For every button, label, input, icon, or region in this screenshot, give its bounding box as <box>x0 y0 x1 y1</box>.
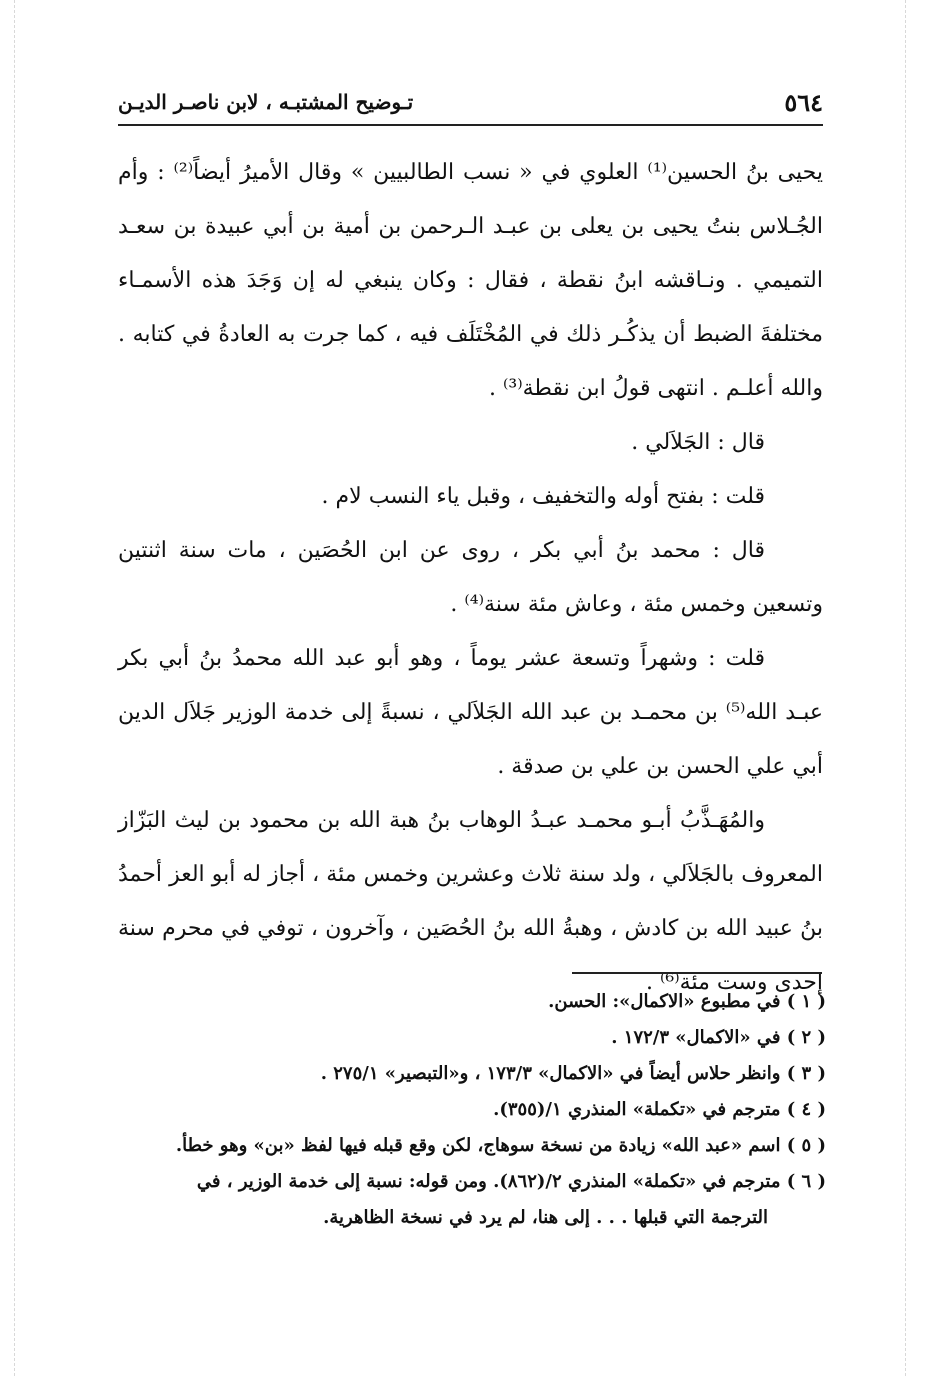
footnote: ( ٦ ) مترجم في «تكملة» المنذري ٢/(٨٦٢). ومن قوله: نسبة إلى خدمة الوزير ، في <box>196 1171 826 1192</box>
footnote-continuation: الترجمة التي قبلها . . . إلى هنا، لم يرد في نسخة الظاهرية. <box>323 1207 768 1228</box>
running-title: تـوضيح المشتبـه ، لابن ناصـر الديـن <box>118 90 414 114</box>
scan-margin-line <box>905 0 906 1376</box>
paragraph: يحيى بنُ الحسين⁽¹⁾ العلوي في « نسب الطالبيين » وقال الأميرُ أيضاً⁽²⁾ : وأم الجُـلاس بنتُ يحيى بن يعلى بن عبـد الـرحمن بن أمية بن أبي عبيدة بن سعـد التميمي . ونـاقشه ابنُ نقطة ، فقال : وكان ينبغي له إن وَجَدَ هذه الأسمـاء مختلفةَ الضبط أن يذكُـر ذلك في المُخْتَلَف فيه ، كما جرت به العادةُ في كتابه . والله أعلـم . انتهى قولُ ابن نقطة⁽³⁾ . <box>118 160 823 401</box>
running-header <box>118 84 823 126</box>
paragraph: والمُهَـذَّبُ أبـو محمـد عبـدُ الوهاب بنُ هبة الله بن محمود بن ليث البَزّاز المعروف بالجَلاَلي ، ولد سنة ثلاث وعشرين وخمس مئة ، أجاز له أبو العز أحمدُ بنُ عبيد الله بن كادش ، وهبةُ الله بنُ الحُصَين ، وآخرون ، توفي في محرم سنة إحدى وست مئة⁽⁶⁾ . <box>118 808 823 995</box>
footnote-separator <box>572 972 822 974</box>
footnote: ( ٥ ) اسم «عبد الله» زيادة من نسخة سوهاج، لكن وقع قبله فيها لفظ «بن» وهو خطأ. <box>175 1135 826 1156</box>
footnote: ( ٢ ) في «الاكمال» ١٧٢/٣ . <box>611 1027 826 1048</box>
main-text <box>118 146 823 1010</box>
paragraph: قلت : وشهراً وتسعة عشر يوماً ، وهو أبو عبد الله محمدُ بنُ أبي بكر عبـد الله⁽⁵⁾ بن محمـد بن عبد الله الجَلاَلي ، نسبةً إلى خدمة الوزير جَلاَل الدين أبي علي الحسن بن علي بن صدقة . <box>118 646 823 779</box>
scan-margin-line <box>14 0 15 1376</box>
paragraph: قال : محمد بنُ أبي بكر ، روى عن ابن الحُصَين ، مات سنة اثنتين وتسعين وخمس مئة ، وعاش مئة سنة⁽⁴⁾ . <box>118 538 823 617</box>
footnote: ( ٤ ) مترجم في «تكملة» المنذري ١/(٣٥٥). <box>493 1099 826 1120</box>
footnotes <box>118 984 826 1236</box>
footnote: ( ١ ) في مطبوع «الاكمال»: الحسن. <box>548 991 826 1012</box>
paragraph: قلت : بفتح أوله والتخفيف ، وقبل ياء النسب لام . <box>321 484 765 509</box>
page-number: ٥٦٤ <box>784 88 823 117</box>
paragraph: قال : الجَلاَلي . <box>631 430 765 455</box>
footnote: ( ٣ ) وانظر حلاس أيضاً في «الاكمال» ١٧٣/٣ ، و«التبصير» ٢٧٥/١ . <box>320 1063 826 1084</box>
